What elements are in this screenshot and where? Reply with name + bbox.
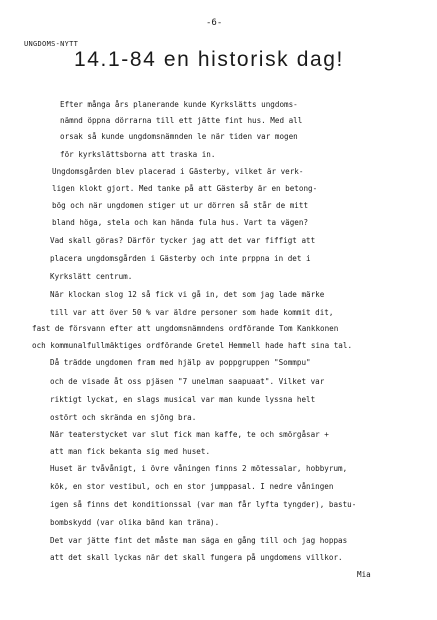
body-line: Vad skall göras? Därför tycker jag att det var fiffigt att [50, 236, 316, 245]
body-line: till var att över 50 % var äldre personer som hade kommit dit, [50, 308, 334, 317]
body-line: nämnd öppna dörrarna till ett jätte fint hus. Med all [60, 116, 303, 125]
body-line: fast de försvann efter att ungdomsnämndens ordförande Tom Kankkonen [32, 324, 339, 333]
body-line: att man fick bekanta sig med huset. [50, 447, 211, 456]
body-line: När teaterstycket var slut fick man kaffe, te och smörgåsar + [50, 430, 329, 439]
body-line: och de visade åt oss pjäsen "7 unelman saapuaat". Vilket var [50, 377, 325, 386]
body-line: att det skall lyckas när det skall fungera på ungdomens villkor. [50, 553, 343, 562]
body-line: riktigt lyckat, en slags musical var man kunde lyssna helt [50, 395, 316, 404]
headline: 14.1-84 en historisk dag! [74, 48, 344, 71]
body-line: placera ungdomsgården i Gästerby och inte prppna in det i [50, 254, 311, 263]
body-line: Ungdomsgården blev placerad i Gästerby, vilket är verk- [52, 167, 304, 176]
page-number: -6- [206, 18, 223, 28]
body-line: för kyrkslättsborna att traska in. [60, 150, 216, 159]
body-line: Huset är tvåvånigt, i övre våningen finns 2 mötessalar, hobbyrum, [50, 464, 348, 473]
body-line: Kyrkslätt centrum. [50, 272, 133, 281]
body-line: orsak så kunde ungdomsnämnden le när tiden var mogen [60, 132, 298, 141]
body-line: Efter många års planerande kunde Kyrkslätts ungdoms- [60, 100, 298, 109]
body-line: bombskydd (var olika bänd kan träna). [50, 518, 220, 527]
body-line: bland höga, stela och kan hända fula hus. Vart ta vägen? [52, 218, 309, 227]
body-line: kök, en stor vestibul, och en stor jumppasal. I nedre våningen [50, 482, 334, 491]
signature: Mia [357, 570, 371, 579]
section-label: UNGDOMS-NYTT [24, 40, 79, 48]
body-line: och kommunalfullmäktiges ordförande Gretel Hemmell hade haft sina tal. [32, 341, 353, 350]
body-line: bög och när ungdomen stiger ut ur dörren så står de mitt [52, 201, 309, 210]
body-line: Det var jätte fint det måste man säga en gång till och jag hoppas [50, 536, 348, 545]
body-line: ligen klokt gjort. Med tanke på att Gästerby är en betong- [52, 184, 318, 193]
body-line: igen så finns det konditionssal (var man får lyfta tyngder), bastu- [50, 500, 357, 509]
body-line: ostört och skrända en sjöng bra. [50, 413, 197, 422]
body-line: Då trädde ungdomen fram med hjälp av poppgruppen "Sommpu" [50, 358, 311, 367]
body-line: När klockan slog 12 så fick vi gå in, det som jag lade märke [50, 290, 325, 299]
